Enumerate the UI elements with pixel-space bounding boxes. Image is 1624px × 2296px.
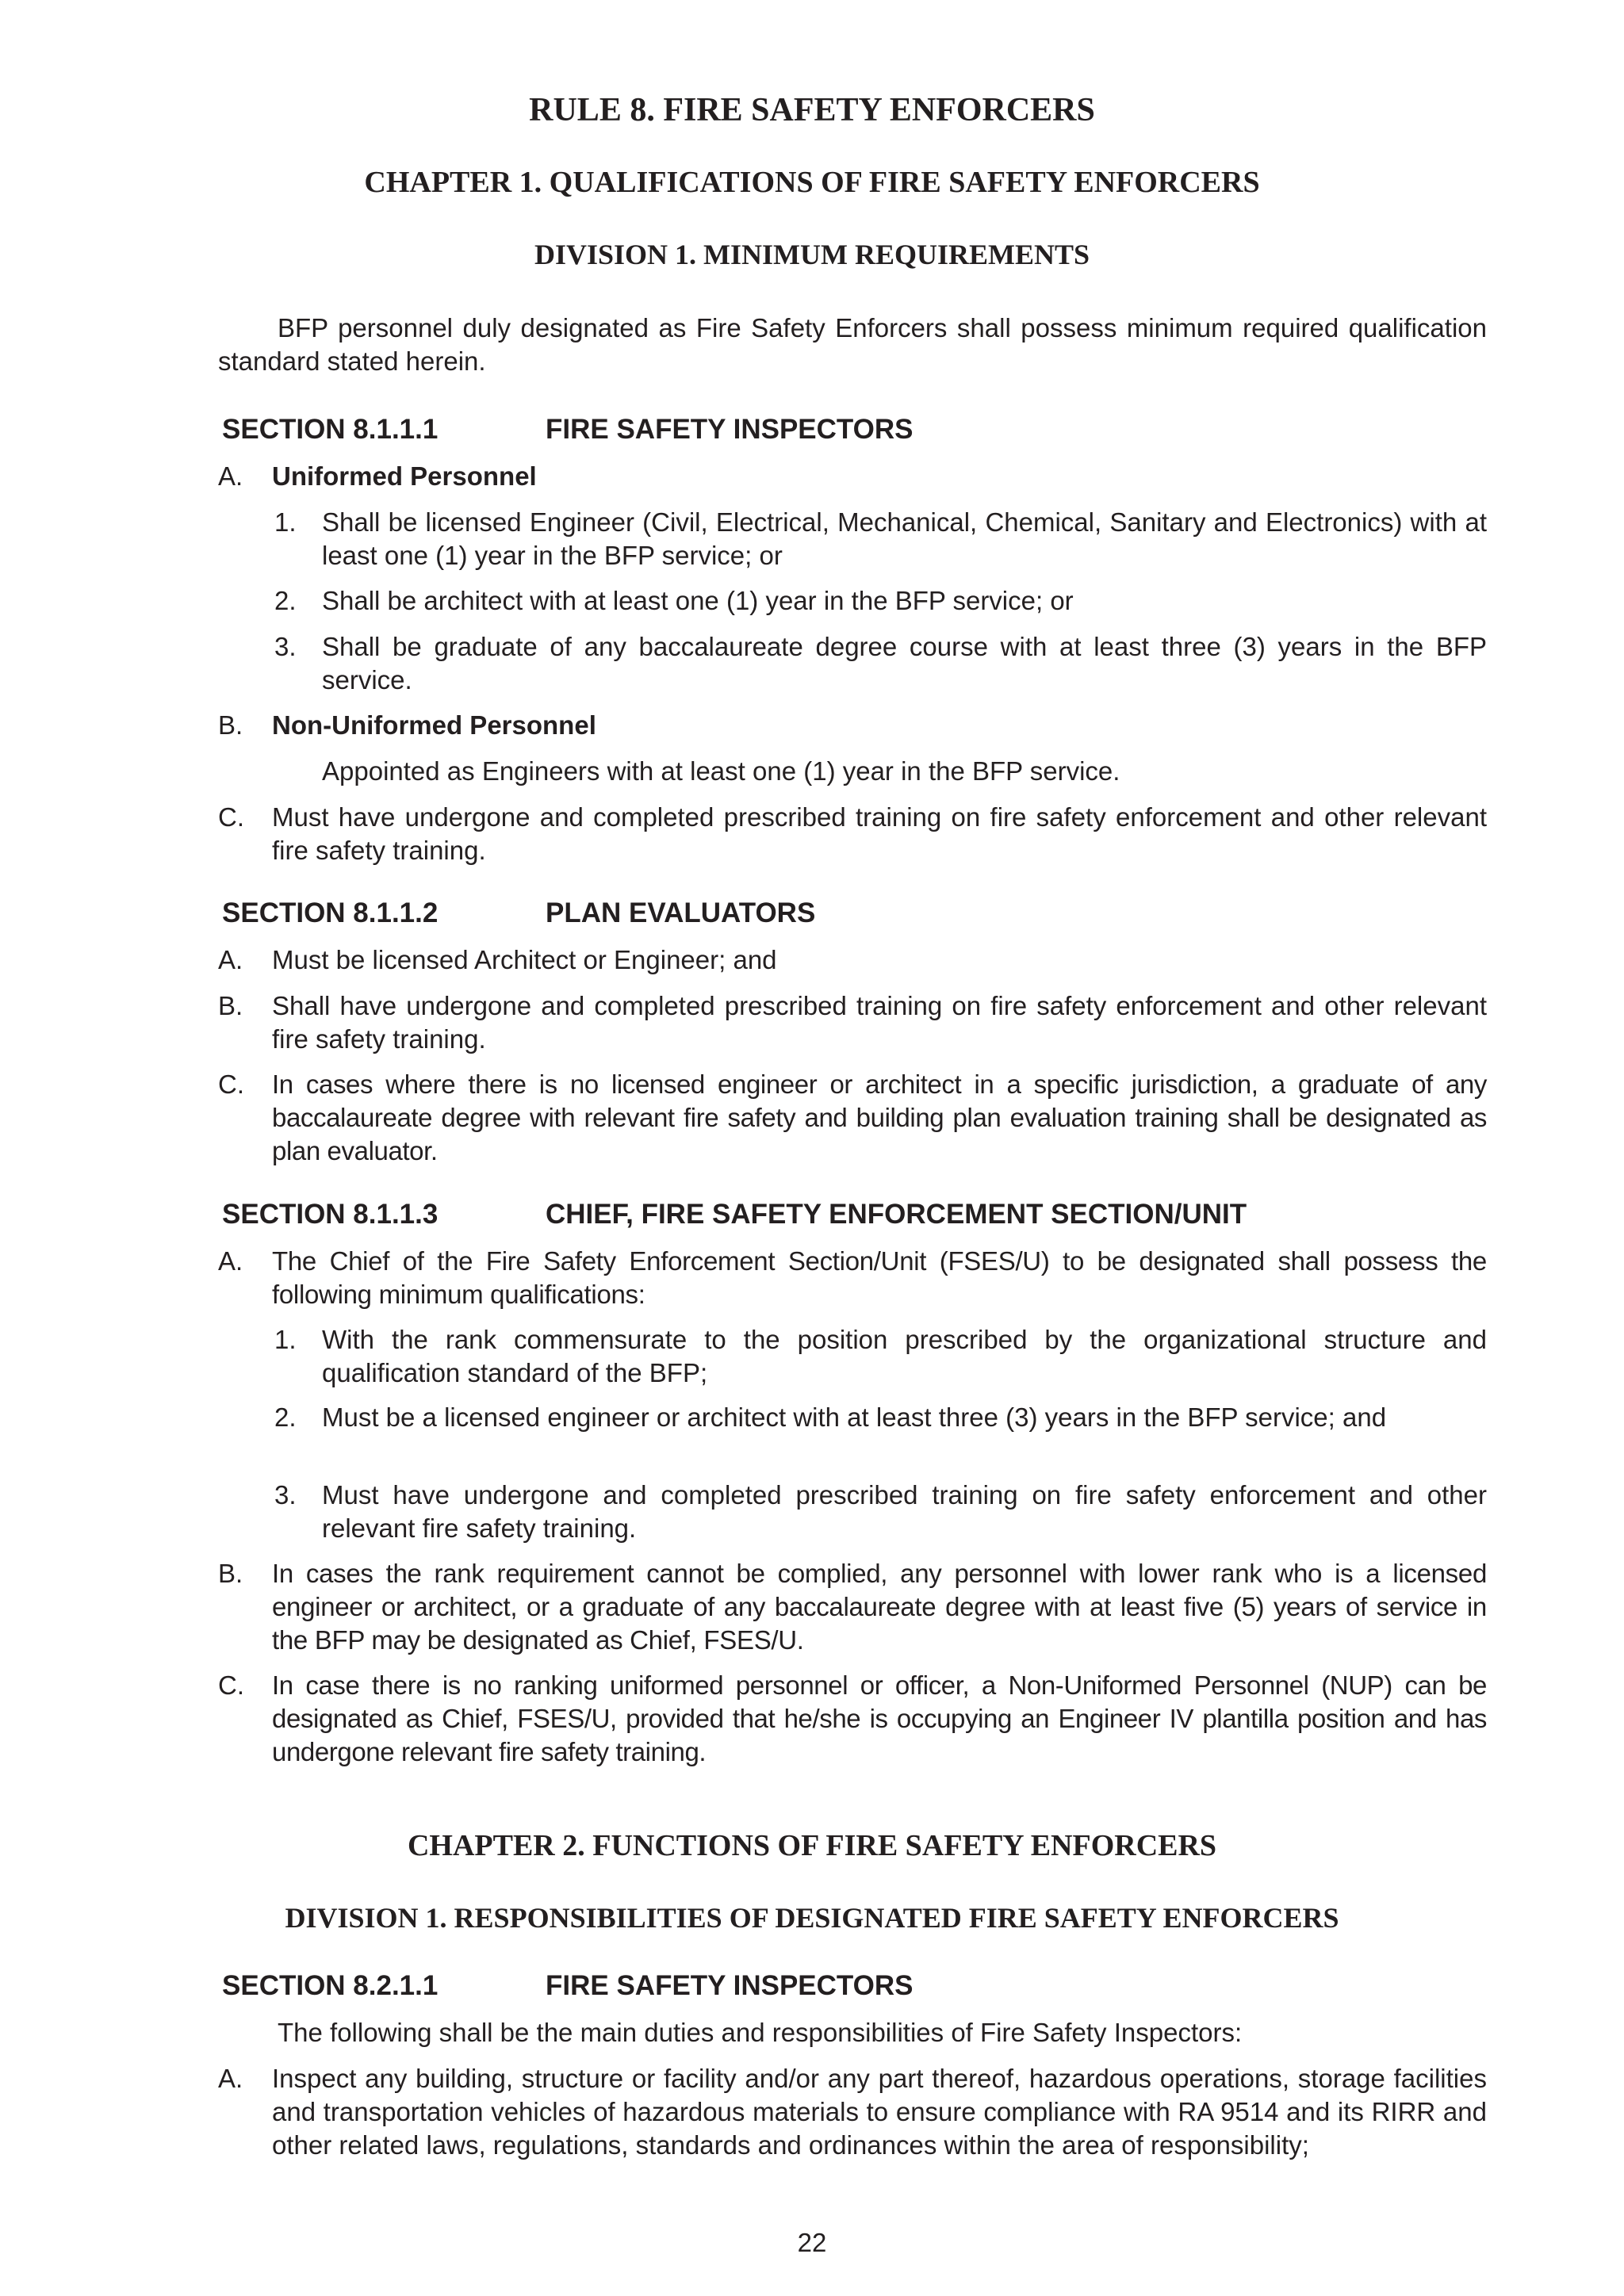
item-a-marker: A. xyxy=(218,1246,243,1276)
item-2-marker: 2. xyxy=(274,1402,297,1432)
section-8-2-1-1-intro: The following shall be the main duties and responsibilities of Fire Safety Inspectors: xyxy=(278,2018,1243,2047)
item-c-marker: C. xyxy=(218,1670,244,1700)
chief-item-1-text: With the rank commensurate to the position prescribed by the organizational structure and qualification standard of the BFP; xyxy=(322,1325,1487,1387)
section-8-1-1-2-item-a-text: Must be licensed Architect or Engineer; and xyxy=(272,945,777,974)
uniformed-item-1-text: Shall be licensed Engineer (Civil, Electrical, Mechanical, Chemical, Sanitary and Electronics) with at least one (1) year in the BFP service; or xyxy=(322,507,1487,570)
section-8-1-1-3-item-a-text: The Chief of the Fire Safety Enforcement Section/Unit (FSES/U) to be designated shall possess the following minimum qualifications: xyxy=(272,1246,1487,1309)
chapter-2-title: CHAPTER 2. FUNCTIONS OF FIRE SAFETY ENFORCERS xyxy=(407,1829,1217,1862)
section-8-1-1-1-item-c-text: Must have undergone and completed prescribed training on fire safety enforcement and other relevant fire safety training. xyxy=(272,802,1487,865)
chapter-1-title: CHAPTER 1. QUALIFICATIONS OF FIRE SAFETY ENFORCERS xyxy=(364,166,1260,199)
section-8-1-1-2-item-b-text: Shall have undergone and completed prescribed training on fire safety enforcement and other relevant fire safety training. xyxy=(272,991,1487,1054)
uniformed-item-2-text: Shall be architect with at least one (1) year in the BFP service; or xyxy=(322,586,1074,615)
item-a-marker: A. xyxy=(218,2064,243,2093)
item-a-marker: A. xyxy=(218,461,243,491)
item-c-marker: C. xyxy=(218,1070,244,1099)
chapter-1-division-title: DIVISION 1. MINIMUM REQUIREMENTS xyxy=(534,239,1090,270)
item-b-marker: B. xyxy=(218,710,243,740)
section-8-1-1-3-item-c-text: In case there is no ranking uniformed personnel or officer, a Non-Uniformed Personnel (NUP) can be designated as Chief, FSES/U, provided that he/she is occupying an Engineer IV plantilla position and has undergone relevant fire safety training. xyxy=(272,1670,1487,1766)
chief-item-2-text: Must be a licensed engineer or architect with at least three (3) years in the BFP service; and xyxy=(322,1402,1387,1432)
page-number: 22 xyxy=(797,2228,827,2257)
item-3-marker: 3. xyxy=(274,632,297,661)
item-c-marker: C. xyxy=(218,802,244,832)
section-8-1-1-1-number: SECTION 8.1.1.1 xyxy=(222,414,439,445)
item-b-marker: B. xyxy=(218,991,243,1020)
section-8-2-1-1-number: SECTION 8.2.1.1 xyxy=(222,1970,439,2001)
item-1-marker: 1. xyxy=(274,507,297,537)
rule-title: RULE 8. FIRE SAFETY ENFORCERS xyxy=(529,92,1095,128)
uniformed-personnel-label: Uniformed Personnel xyxy=(272,461,537,491)
section-8-2-1-1-item-a-text: Inspect any building, structure or facility and/or any part thereof, hazardous operations, storage facilities and transportation vehicles of hazardous materials to ensure compliance with RA 9514 and its RIRR and other related laws, regulations, standards and ordinances within the area of responsibility; xyxy=(272,2064,1487,2160)
section-8-1-1-2-title: PLAN EVALUATORS xyxy=(546,897,816,928)
section-8-1-1-3-number: SECTION 8.1.1.3 xyxy=(222,1199,439,1230)
item-2-marker: 2. xyxy=(274,586,297,615)
item-b-marker: B. xyxy=(218,1559,243,1588)
non-uniformed-text: Appointed as Engineers with at least one (1) year in the BFP service. xyxy=(322,756,1120,786)
section-8-2-1-1-title: FIRE SAFETY INSPECTORS xyxy=(546,1970,914,2001)
section-8-1-1-1-title: FIRE SAFETY INSPECTORS xyxy=(546,414,914,445)
section-8-1-1-3-title: CHIEF, FIRE SAFETY ENFORCEMENT SECTION/UNIT xyxy=(546,1199,1247,1230)
non-uniformed-personnel-label: Non-Uniformed Personnel xyxy=(272,710,596,740)
section-8-1-1-3-item-b-text: In cases the rank requirement cannot be complied, any personnel with lower rank who is a licensed engineer or architect, or a graduate of any baccalaureate degree with at least five (5) years of service in the BFP may be designated as Chief, FSES/U. xyxy=(272,1559,1487,1655)
chapter-1-intro: BFP personnel duly designated as Fire Safety Enforcers shall possess minimum required qualification standard stated herein. xyxy=(218,313,1487,376)
item-a-marker: A. xyxy=(218,945,243,974)
section-8-1-1-2-number: SECTION 8.1.1.2 xyxy=(222,897,439,928)
chapter-2-division-title: DIVISION 1. RESPONSIBILITIES OF DESIGNATED FIRE SAFETY ENFORCERS xyxy=(285,1902,1339,1934)
chief-item-3-text: Must have undergone and completed prescribed training on fire safety enforcement and other relevant fire safety training. xyxy=(322,1480,1487,1543)
uniformed-item-3-text: Shall be graduate of any baccalaureate degree course with at least three (3) years in the BFP service. xyxy=(322,632,1487,695)
section-8-1-1-2-item-c-text: In cases where there is no licensed engineer or architect in a specific jurisdiction, a graduate of any baccalaureate degree with relevant fire safety and building plan evaluation training shall be designated as plan evaluator. xyxy=(272,1070,1487,1165)
item-1-marker: 1. xyxy=(274,1325,297,1354)
item-3-marker: 3. xyxy=(274,1480,297,1510)
